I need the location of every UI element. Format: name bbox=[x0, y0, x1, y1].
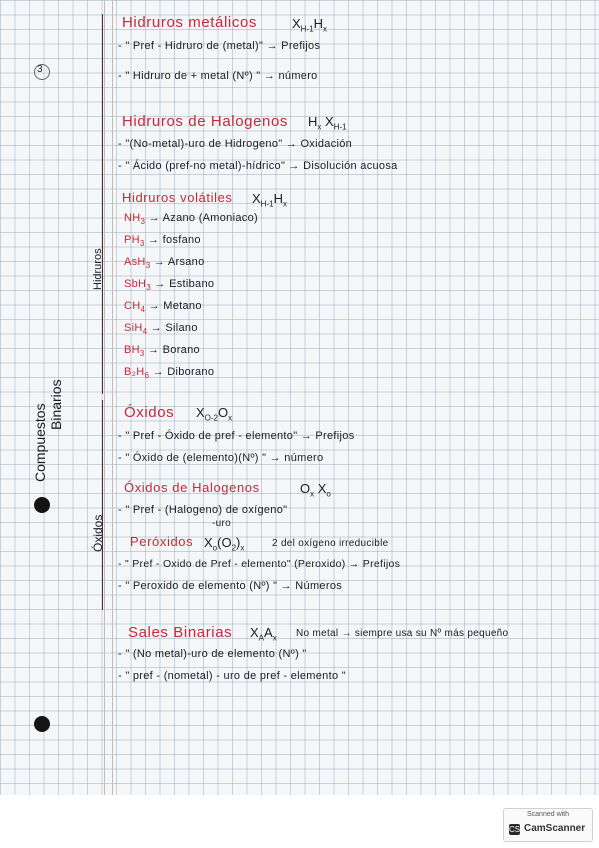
formula-sub: o bbox=[212, 543, 218, 553]
formula-sub: x bbox=[240, 543, 245, 553]
sidebar-oxidos: Óxidos bbox=[91, 514, 105, 552]
rule-sales-binarias-2: - " pref - (nometal) - uro de pref - elemento " bbox=[118, 670, 346, 682]
formula-sub: H-1 bbox=[260, 199, 274, 209]
symbol-sub: 3 bbox=[145, 261, 151, 271]
rule-oxidos-halogenos-uro: -uro bbox=[212, 518, 231, 529]
chem-symbol bbox=[124, 322, 148, 337]
margin-line bbox=[104, 0, 105, 795]
sidebar-bracket-hidruros bbox=[102, 14, 103, 394]
formula-part: X bbox=[204, 535, 213, 550]
chem-symbol bbox=[124, 278, 152, 293]
chem-name: → Borano bbox=[148, 344, 200, 356]
formula-sub: H-1 bbox=[300, 24, 314, 34]
symbol: AsH bbox=[124, 256, 146, 268]
formula-part: (O bbox=[217, 535, 232, 550]
symbol: SbH bbox=[124, 278, 147, 290]
rule-oxidos-1: - " Pref - Óxido de pref - elemento" → Prefijos bbox=[118, 430, 355, 442]
heading-oxidos-halogenos: Óxidos de Halogenos bbox=[124, 480, 260, 495]
formula-hidruros-halogenos bbox=[308, 114, 347, 132]
sidebar-compuestos: Compuestos bbox=[32, 403, 48, 482]
symbol-sub: 4 bbox=[140, 305, 146, 315]
symbol-sub: 6 bbox=[144, 371, 150, 381]
formula-part: A bbox=[264, 625, 273, 640]
formula-part: X bbox=[252, 191, 261, 206]
formula-sub: x bbox=[228, 413, 233, 423]
symbol: B₂H bbox=[124, 366, 145, 378]
sales-binarias-note: No metal → siempre usa su Nº más pequeño bbox=[296, 628, 509, 639]
symbol-sub: 3 bbox=[146, 283, 152, 293]
list-item bbox=[124, 234, 201, 248]
sidebar-bracket-oxidos bbox=[102, 400, 103, 610]
formula-sub: o bbox=[326, 489, 331, 499]
formula-oxidos bbox=[196, 405, 232, 423]
rule-oxidos-halogenos-1: - " Pref - (Halogeno) de oxígeno" bbox=[118, 504, 288, 516]
formula-sub: 2 bbox=[231, 543, 237, 553]
formula-sales-binarias bbox=[250, 625, 277, 643]
heading-hidruros-metalicos: Hidruros metálicos bbox=[122, 14, 258, 31]
chem-symbol bbox=[124, 234, 145, 249]
formula-part: X bbox=[325, 114, 334, 129]
chem-name: → fosfano bbox=[148, 234, 201, 246]
heading-peroxidos: Peróxidos bbox=[130, 534, 194, 549]
peroxidos-note: 2 del oxígeno irreducible bbox=[272, 538, 389, 549]
binder-hole-2 bbox=[34, 497, 50, 513]
formula-sub: x bbox=[322, 24, 327, 34]
camscanner-logo-icon: CS bbox=[509, 825, 521, 834]
formula-part: H bbox=[308, 114, 318, 129]
chem-symbol bbox=[124, 212, 146, 227]
binder-hole-3 bbox=[34, 716, 50, 732]
sidebar-hidruros: Hidruros bbox=[92, 248, 104, 290]
chem-symbol bbox=[124, 366, 150, 381]
camscanner-watermark bbox=[503, 808, 593, 842]
formula-part: X bbox=[196, 405, 205, 420]
formula-sub: A bbox=[258, 633, 265, 643]
formula-part: O bbox=[300, 481, 311, 496]
formula-sub: x bbox=[272, 633, 277, 643]
list-item bbox=[124, 344, 200, 358]
formula-sub: x bbox=[282, 199, 287, 209]
formula-part: O bbox=[218, 405, 229, 420]
formula-oxidos-halogenos bbox=[300, 481, 331, 499]
page-number: 3 bbox=[37, 64, 43, 75]
list-item bbox=[124, 256, 205, 270]
symbol: PH bbox=[124, 234, 140, 246]
symbol: CH bbox=[124, 300, 141, 312]
formula-part: X bbox=[292, 16, 301, 31]
chem-name: → Estibano bbox=[154, 278, 215, 290]
symbol: SiH bbox=[124, 322, 143, 334]
heading-hidruros-volatiles: Hidruros volátiles bbox=[122, 190, 233, 205]
rule-hidruros-halogenos-1: - "(No-metal)-uro de Hidrogeno" → Oxidación bbox=[118, 138, 353, 150]
symbol-sub: 3 bbox=[139, 239, 145, 249]
rule-sales-binarias-1: - " (No metal)-uro de elemento (Nº) " bbox=[118, 648, 307, 660]
chem-symbol bbox=[124, 300, 146, 315]
rule-peroxidos-1: - " Pref - Oxido de Pref - elemento" (Peroxido) → Prefijos bbox=[118, 558, 401, 570]
rule-hidruros-halogenos-2: - " Ácido (pref-no metal)-hídrico" → Disolución acuosa bbox=[118, 160, 398, 172]
list-item bbox=[124, 212, 258, 226]
formula-part: H bbox=[273, 191, 283, 206]
chem-name: → Metano bbox=[148, 300, 202, 312]
symbol: NH bbox=[124, 212, 141, 224]
symbol-sub: 3 bbox=[139, 349, 145, 359]
rule-peroxidos-2: - " Peroxido de elemento (Nº) " → Números bbox=[118, 580, 343, 592]
chem-name: → Arsano bbox=[153, 256, 205, 268]
formula-peroxidos bbox=[204, 535, 244, 553]
formula-part: X bbox=[317, 481, 327, 496]
formula-part: X bbox=[250, 625, 259, 640]
sidebar-binarios: Binarios bbox=[48, 379, 64, 430]
chem-symbol bbox=[124, 344, 145, 359]
formula-sub: x bbox=[310, 489, 315, 499]
chem-name: → Diborano bbox=[152, 366, 215, 378]
symbol-sub: 3 bbox=[140, 217, 146, 227]
list-item bbox=[124, 366, 214, 380]
heading-sales-binarias: Sales Binarias bbox=[128, 624, 233, 641]
chem-symbol bbox=[124, 256, 151, 271]
rule-hidruros-metalicos-1: - " Pref - Hidruro de (metal)" → Prefijos bbox=[118, 40, 321, 52]
formula-sub: O-2 bbox=[204, 413, 219, 423]
formula-sub: H-1 bbox=[333, 122, 347, 132]
camscanner-label: CamScanner bbox=[524, 823, 586, 834]
scanned-with-label: Scanned with bbox=[526, 811, 570, 818]
list-item bbox=[124, 322, 198, 336]
formula-sub: x bbox=[317, 122, 322, 132]
formula-part: H bbox=[313, 16, 323, 31]
chem-name: → Azano (Amoniaco) bbox=[148, 212, 258, 224]
chem-name: → Silano bbox=[150, 322, 198, 334]
heading-oxidos: Óxidos bbox=[124, 404, 175, 421]
formula-hidruros-volatiles bbox=[252, 191, 287, 209]
margin-line-inner bbox=[112, 0, 113, 795]
list-item bbox=[124, 278, 214, 292]
heading-hidruros-halogenos: Hidruros de Halogenos bbox=[122, 113, 289, 130]
rule-oxidos-2: - " Óxido de (elemento)(Nº) " → número bbox=[118, 452, 324, 464]
symbol: BH bbox=[124, 344, 140, 356]
formula-part: ) bbox=[236, 535, 241, 550]
list-item bbox=[124, 300, 202, 314]
symbol-sub: 4 bbox=[142, 327, 148, 337]
formula-hidruros-metalicos bbox=[292, 16, 327, 34]
rule-hidruros-metalicos-2: - " Hidruro de + metal (Nº) " → número bbox=[118, 70, 318, 82]
